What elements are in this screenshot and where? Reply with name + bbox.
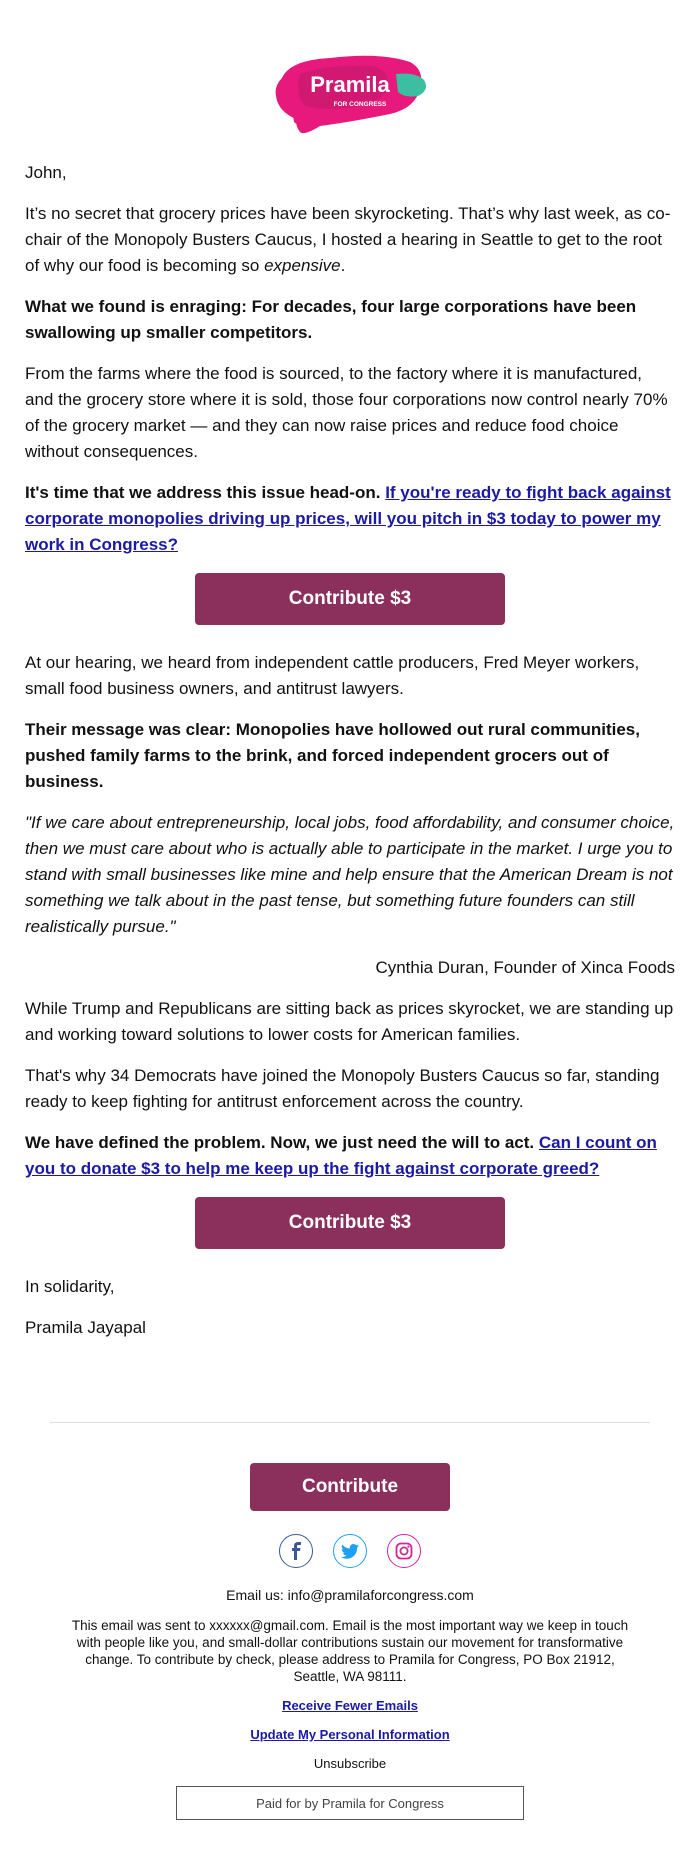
contribute-3-button[interactable]: Contribute $3 — [195, 573, 505, 625]
logo-brush-icon — [0, 48, 700, 138]
paragraph-finding: What we found is enraging: For decades, four large corporations have been swallowing up smaller competitors. — [25, 297, 637, 342]
quote-attribution: Cynthia Duran, Founder of Xinca Foods — [375, 958, 675, 977]
closing: In solidarity, — [25, 1277, 115, 1296]
donate-link-count-on-you[interactable]: Can I count on you to donate $3 to help me keep up the fight against corporate greed? — [25, 1133, 657, 1178]
contribute-3-button-second[interactable]: Contribute $3 — [195, 1197, 505, 1249]
footer-email-us: Email us: info@pramilaforcongress.com — [226, 1587, 474, 1603]
footer-disclaimer: This email was sent to xxxxxx@gmail.com. Email is the most important way we keep in touch with people like you, and small-dollar contributions sustain our movement for transformative change. To contribute by check, please address to Pramila for Congress, PO Box 21912, Seattle, WA 98111. — [71, 1618, 629, 1684]
update-info-link[interactable]: Update My Personal Information — [250, 1727, 450, 1742]
paragraph-market-control: From the farms where the food is sourced, to the factory where it is manufactured, and the grocery store where it is sold, those four corporations now control nearly 70% of the grocery market — and they can now raise prices and reduce food choice without consequences. — [25, 364, 668, 461]
paid-for-box: Paid for by Pramila for Congress — [176, 1786, 524, 1820]
paragraph-call-to-action — [25, 480, 675, 558]
footer — [0, 1463, 700, 1820]
logo[interactable] — [0, 48, 700, 138]
instagram-icon[interactable] — [387, 1534, 421, 1568]
social-links — [0, 1534, 700, 1568]
final-ask-lead: We have defined the problem. Now, we just need the will to act. — [25, 1133, 535, 1152]
logo-name: Pramila — [310, 72, 390, 97]
email-body — [25, 160, 675, 1341]
donate-link-pitch-in[interactable]: If you're ready to fight back against corporate monopolies driving up prices, will you pitch in $3 today to power my work in Congress? — [25, 483, 671, 554]
signature: Pramila Jayapal — [25, 1318, 146, 1337]
unsubscribe-link[interactable]: Unsubscribe — [313, 1756, 387, 1771]
twitter-icon[interactable] — [333, 1534, 367, 1568]
contribute-button[interactable]: Contribute — [250, 1463, 450, 1511]
greeting: John, — [25, 163, 67, 182]
paragraph-hearing: At our hearing, we heard from independent cattle producers, Fred Meyer workers, small food business owners, and antitrust lawyers. — [25, 653, 640, 698]
testimonial-quote: "If we care about entrepreneurship, local jobs, food affordability, and consumer choice, then we must care about who is actually able to participate in the market. I urge you to stand with small businesses like mine and help ensure that the American Dream is not something we talk about in the past tense, but something future founders can still realistically pursue." — [25, 813, 675, 936]
cta-lead: It's time that we address this issue head-on. — [25, 483, 381, 502]
receive-fewer-emails-link[interactable]: Receive Fewer Emails — [282, 1698, 418, 1713]
paragraph-message: Their message was clear: Monopolies have hollowed out rural communities, pushed family farms to the brink, and forced independent grocers out of business. — [25, 720, 640, 791]
paragraph-democrats: That's why 34 Democrats have joined the Monopoly Busters Caucus so far, standing ready to keep fighting for antitrust enforcement across the country. — [25, 1066, 660, 1111]
facebook-icon[interactable] — [279, 1534, 313, 1568]
logo-tagline: FOR CONGRESS — [333, 101, 387, 108]
paragraph-republicans: While Trump and Republicans are sitting back as prices skyrocket, we are standing up and working toward solutions to lower costs for American families. — [25, 999, 674, 1044]
paragraph-intro: It’s no secret that grocery prices have been skyrocketing. That’s why last week, as co-chair of the Monopoly Busters Caucus, I hosted a hearing in Seattle to get to the root of why our food is becoming so expensive. — [25, 204, 671, 275]
paragraph-final-ask — [25, 1130, 675, 1182]
footer-divider — [50, 1422, 650, 1423]
